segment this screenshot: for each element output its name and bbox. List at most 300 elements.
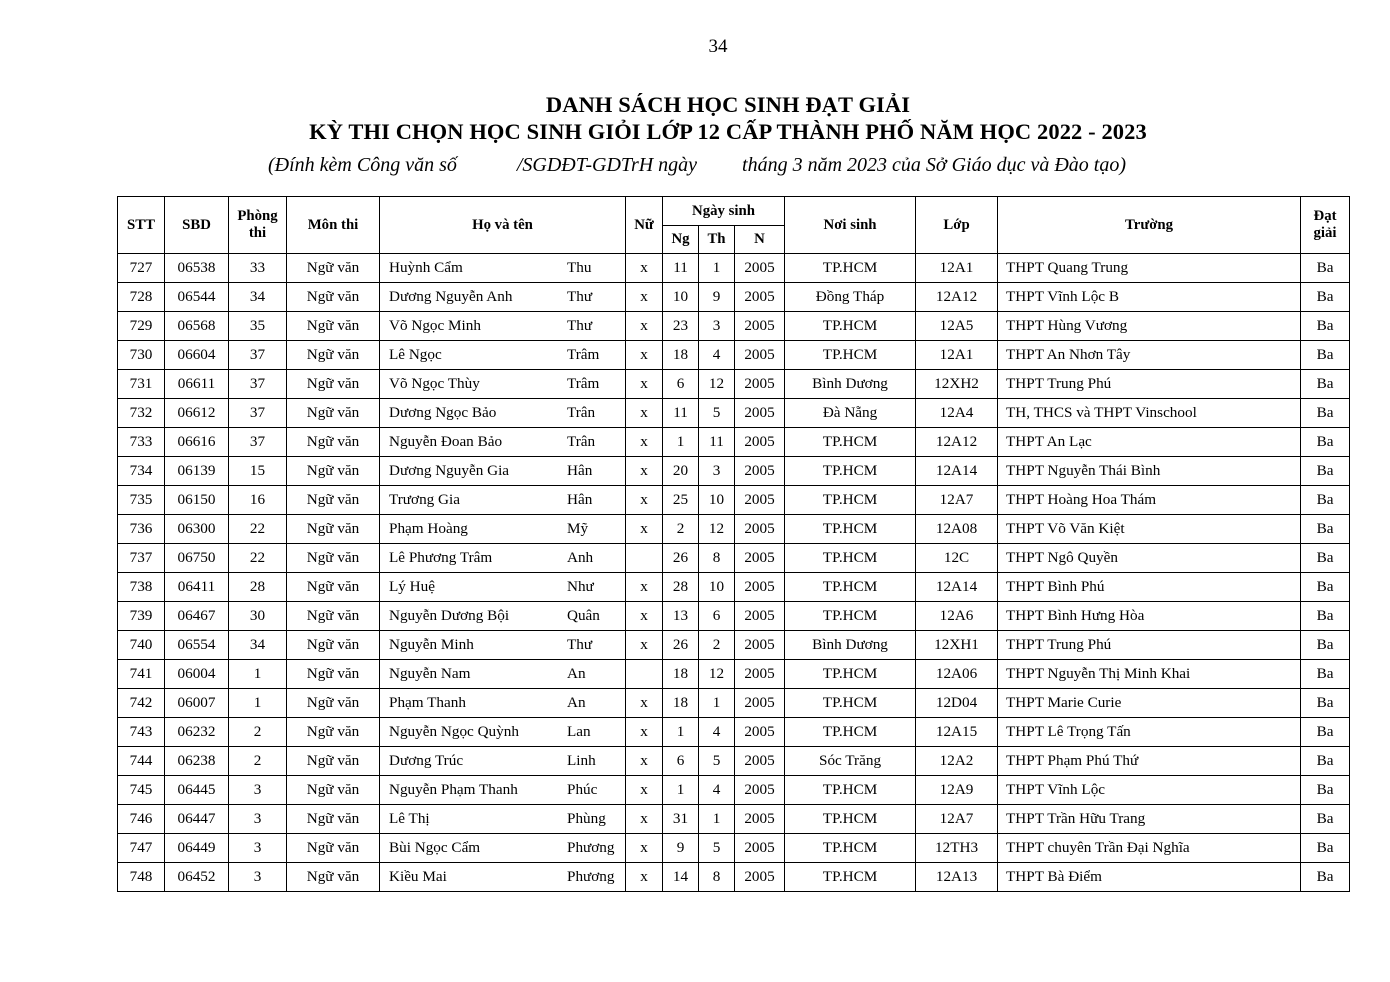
cell-nam: 2005 — [735, 457, 785, 486]
cell-lop: 12D04 — [916, 689, 998, 718]
cell-sbd: 06750 — [165, 544, 229, 573]
cell-stt: 739 — [118, 602, 165, 631]
table-row — [118, 834, 1350, 863]
cell-lop: 12A6 — [916, 602, 998, 631]
cell-phong-thi: 3 — [229, 834, 287, 863]
table-row — [118, 515, 1350, 544]
cell-ten: Lan — [567, 723, 591, 740]
cell-lop: 12A2 — [916, 747, 998, 776]
cell-nu: x — [626, 341, 663, 370]
cell-ngay: 14 — [663, 863, 699, 892]
cell-noi-sinh: TP.HCM — [785, 776, 916, 805]
cell-ho-ten — [380, 370, 626, 399]
cell-nu: x — [626, 428, 663, 457]
cell-nu: x — [626, 776, 663, 805]
cell-stt: 738 — [118, 573, 165, 602]
cell-dat-giai: Ba — [1301, 370, 1350, 399]
cell-phong-thi: 3 — [229, 776, 287, 805]
cell-ho: Nguyễn Minh — [389, 636, 474, 653]
cell-dat-giai: Ba — [1301, 544, 1350, 573]
document-title: DANH SÁCH HỌC SINH ĐẠT GIẢI — [545, 92, 911, 117]
cell-nu: x — [626, 370, 663, 399]
cell-sbd: 06445 — [165, 776, 229, 805]
cell-dat-giai: Ba — [1301, 573, 1350, 602]
cell-stt: 747 — [118, 834, 165, 863]
table-row — [118, 631, 1350, 660]
cell-thang: 2 — [699, 631, 735, 660]
cell-sbd: 06544 — [165, 283, 229, 312]
col-header-phong-thi — [229, 197, 287, 254]
cell-phong-thi: 35 — [229, 312, 287, 341]
cell-lop: 12A5 — [916, 312, 998, 341]
cell-lop: 12A14 — [916, 573, 998, 602]
cell-ho-ten — [380, 718, 626, 747]
cell-thang: 10 — [699, 573, 735, 602]
cell-thang: 4 — [699, 718, 735, 747]
cell-lop: 12A4 — [916, 399, 998, 428]
cell-thang: 5 — [699, 399, 735, 428]
table-row — [118, 428, 1350, 457]
cell-ho-ten — [380, 457, 626, 486]
table-row — [118, 312, 1350, 341]
cell-ten: An — [567, 694, 586, 711]
cell-ten: Thư — [567, 288, 593, 305]
cell-dat-giai: Ba — [1301, 718, 1350, 747]
cell-nu: x — [626, 254, 663, 283]
cell-truong: THPT Trung Phú — [998, 370, 1301, 399]
cell-mon-thi: Ngữ văn — [287, 515, 380, 544]
cell-phong-thi: 33 — [229, 254, 287, 283]
cell-mon-thi: Ngữ văn — [287, 747, 380, 776]
cell-phong-thi: 37 — [229, 399, 287, 428]
cell-ho-ten — [380, 254, 626, 283]
cell-ngay: 18 — [663, 341, 699, 370]
cell-truong: THPT An Lạc — [998, 428, 1301, 457]
table-row — [118, 863, 1350, 892]
cell-nam: 2005 — [735, 428, 785, 457]
cell-nam: 2005 — [735, 399, 785, 428]
table-row — [118, 805, 1350, 834]
cell-ten: An — [567, 665, 586, 682]
cell-ho: Phạm Hoàng — [389, 520, 468, 537]
cell-ho-ten — [380, 428, 626, 457]
cell-ten: Phúc — [567, 781, 598, 798]
cell-truong: THPT Vĩnh Lộc — [998, 776, 1301, 805]
cell-sbd: 06238 — [165, 747, 229, 776]
cell-noi-sinh: TP.HCM — [785, 312, 916, 341]
cell-stt: 728 — [118, 283, 165, 312]
cell-sbd: 06611 — [165, 370, 229, 399]
cell-sbd: 06467 — [165, 602, 229, 631]
table-row — [118, 283, 1350, 312]
cell-ten: Trâm — [567, 346, 600, 363]
cell-ho: Lý Huệ — [389, 578, 435, 595]
cell-dat-giai: Ba — [1301, 312, 1350, 341]
cell-lop: 12A7 — [916, 486, 998, 515]
cell-ho-ten — [380, 399, 626, 428]
cell-phong-thi: 37 — [229, 370, 287, 399]
cell-ngay: 11 — [663, 399, 699, 428]
cell-stt: 741 — [118, 660, 165, 689]
cell-dat-giai: Ba — [1301, 631, 1350, 660]
table-row — [118, 254, 1350, 283]
cell-phong-thi: 22 — [229, 544, 287, 573]
cell-mon-thi: Ngữ văn — [287, 341, 380, 370]
cell-lop: 12A1 — [916, 341, 998, 370]
col-header-dat-giai-line2: giải — [1313, 225, 1337, 241]
cell-phong-thi: 30 — [229, 602, 287, 631]
cell-phong-thi: 2 — [229, 718, 287, 747]
cell-dat-giai: Ba — [1301, 283, 1350, 312]
table-body — [118, 254, 1350, 892]
cell-thang: 12 — [699, 660, 735, 689]
cell-ngay: 23 — [663, 312, 699, 341]
cell-dat-giai: Ba — [1301, 776, 1350, 805]
cell-ho-ten — [380, 660, 626, 689]
cell-truong: THPT Vĩnh Lộc B — [998, 283, 1301, 312]
cell-dat-giai: Ba — [1301, 660, 1350, 689]
cell-ho: Dương Ngọc Bảo — [389, 404, 497, 421]
cell-stt: 748 — [118, 863, 165, 892]
col-header-ho-ten: Họ và tên — [380, 197, 626, 254]
cell-truong: THPT Bình Hưng Hòa — [998, 602, 1301, 631]
table-row — [118, 370, 1350, 399]
cell-nam: 2005 — [735, 370, 785, 399]
cell-ngay: 10 — [663, 283, 699, 312]
cell-sbd: 06612 — [165, 399, 229, 428]
cell-dat-giai: Ba — [1301, 689, 1350, 718]
cell-dat-giai: Ba — [1301, 254, 1350, 283]
cell-ho-ten — [380, 834, 626, 863]
table-header-row — [118, 197, 1350, 226]
col-header-noi-sinh: Nơi sinh — [785, 197, 916, 254]
cell-nu: x — [626, 486, 663, 515]
cell-stt: 734 — [118, 457, 165, 486]
cell-thang: 3 — [699, 312, 735, 341]
cell-noi-sinh: TP.HCM — [785, 718, 916, 747]
cell-phong-thi: 37 — [229, 428, 287, 457]
col-header-n: N — [735, 226, 785, 254]
cell-nam: 2005 — [735, 805, 785, 834]
table-row — [118, 544, 1350, 573]
attachment-note: (Đính kèm Công văn số /SGDĐT-GDTrH ngày tháng 3 năm 2023 của Sở Giáo dục và Đào tạo) — [268, 154, 1127, 176]
cell-nam: 2005 — [735, 631, 785, 660]
cell-sbd: 06538 — [165, 254, 229, 283]
cell-ten: Mỹ — [567, 520, 589, 537]
cell-phong-thi: 1 — [229, 689, 287, 718]
cell-stt: 733 — [118, 428, 165, 457]
cell-ngay: 31 — [663, 805, 699, 834]
cell-lop: 12A08 — [916, 515, 998, 544]
cell-noi-sinh: TP.HCM — [785, 486, 916, 515]
cell-ho: Võ Ngọc Thùy — [389, 375, 480, 392]
cell-phong-thi: 28 — [229, 573, 287, 602]
table-row — [118, 660, 1350, 689]
cell-noi-sinh: TP.HCM — [785, 689, 916, 718]
cell-ngay: 6 — [663, 747, 699, 776]
cell-nam: 2005 — [735, 341, 785, 370]
cell-nam: 2005 — [735, 573, 785, 602]
cell-ho: Bùi Ngọc Cẩm — [389, 839, 481, 856]
cell-noi-sinh: TP.HCM — [785, 457, 916, 486]
cell-ten: Trân — [567, 433, 596, 450]
cell-ten: Như — [567, 578, 594, 595]
cell-noi-sinh: TP.HCM — [785, 515, 916, 544]
cell-phong-thi: 15 — [229, 457, 287, 486]
cell-ho: Lê Phương Trâm — [389, 549, 493, 566]
cell-nam: 2005 — [735, 689, 785, 718]
col-header-sbd: SBD — [165, 197, 229, 254]
cell-thang: 10 — [699, 486, 735, 515]
cell-truong: THPT Trần Hữu Trang — [998, 805, 1301, 834]
cell-nam: 2005 — [735, 834, 785, 863]
cell-nu: x — [626, 834, 663, 863]
cell-thang: 5 — [699, 834, 735, 863]
cell-phong-thi: 34 — [229, 283, 287, 312]
cell-lop: 12XH1 — [916, 631, 998, 660]
cell-sbd: 06150 — [165, 486, 229, 515]
cell-ten: Phương — [567, 868, 615, 885]
cell-nam: 2005 — [735, 863, 785, 892]
cell-nu: x — [626, 747, 663, 776]
cell-phong-thi: 1 — [229, 660, 287, 689]
cell-truong: THPT An Nhơn Tây — [998, 341, 1301, 370]
cell-lop: 12A1 — [916, 254, 998, 283]
cell-mon-thi: Ngữ văn — [287, 312, 380, 341]
cell-ho: Nguyễn Nam — [389, 665, 471, 682]
cell-nu: x — [626, 631, 663, 660]
cell-mon-thi: Ngữ văn — [287, 776, 380, 805]
cell-phong-thi: 3 — [229, 805, 287, 834]
cell-lop: 12A06 — [916, 660, 998, 689]
cell-ho: Kiều Mai — [389, 868, 447, 885]
cell-ngay: 11 — [663, 254, 699, 283]
cell-truong: THPT Hoàng Hoa Thám — [998, 486, 1301, 515]
table-row — [118, 341, 1350, 370]
cell-noi-sinh: TP.HCM — [785, 602, 916, 631]
table-row — [118, 486, 1350, 515]
cell-nu: x — [626, 515, 663, 544]
cell-phong-thi: 16 — [229, 486, 287, 515]
cell-mon-thi: Ngữ văn — [287, 718, 380, 747]
cell-ho-ten — [380, 747, 626, 776]
cell-dat-giai: Ba — [1301, 399, 1350, 428]
cell-nu: x — [626, 312, 663, 341]
cell-ten: Trân — [567, 404, 596, 421]
cell-stt: 745 — [118, 776, 165, 805]
cell-phong-thi: 2 — [229, 747, 287, 776]
cell-ho: Huỳnh Cẩm — [389, 259, 463, 276]
cell-thang: 6 — [699, 602, 735, 631]
cell-nam: 2005 — [735, 515, 785, 544]
cell-ho: Lê Thị — [389, 810, 430, 827]
col-header-ngay-sinh: Ngày sinh — [663, 197, 785, 226]
cell-stt: 736 — [118, 515, 165, 544]
cell-nam: 2005 — [735, 283, 785, 312]
cell-truong: TH, THCS và THPT Vinschool — [998, 399, 1301, 428]
cell-truong: THPT Marie Curie — [998, 689, 1301, 718]
cell-ho: Dương Nguyễn Anh — [389, 288, 513, 305]
cell-ngay: 13 — [663, 602, 699, 631]
cell-ngay: 25 — [663, 486, 699, 515]
cell-nam: 2005 — [735, 718, 785, 747]
cell-noi-sinh: TP.HCM — [785, 341, 916, 370]
cell-thang: 9 — [699, 283, 735, 312]
cell-nu: x — [626, 283, 663, 312]
cell-lop: 12C — [916, 544, 998, 573]
cell-sbd: 06007 — [165, 689, 229, 718]
table-row — [118, 602, 1350, 631]
cell-ho-ten — [380, 544, 626, 573]
cell-ho-ten — [380, 283, 626, 312]
cell-mon-thi: Ngữ văn — [287, 660, 380, 689]
cell-ho: Dương Nguyễn Gia — [389, 462, 510, 479]
cell-dat-giai: Ba — [1301, 602, 1350, 631]
cell-ten: Trâm — [567, 375, 600, 392]
cell-thang: 12 — [699, 515, 735, 544]
cell-nam: 2005 — [735, 254, 785, 283]
cell-dat-giai: Ba — [1301, 863, 1350, 892]
cell-ngay: 1 — [663, 428, 699, 457]
col-header-nu: Nữ — [626, 197, 663, 254]
cell-nu: x — [626, 805, 663, 834]
cell-thang: 4 — [699, 776, 735, 805]
cell-noi-sinh: Bình Dương — [785, 370, 916, 399]
cell-mon-thi: Ngữ văn — [287, 399, 380, 428]
cell-dat-giai: Ba — [1301, 486, 1350, 515]
cell-ho-ten — [380, 486, 626, 515]
col-header-ng: Ng — [663, 226, 699, 254]
cell-nu: x — [626, 689, 663, 718]
cell-stt: 746 — [118, 805, 165, 834]
cell-ngay: 18 — [663, 660, 699, 689]
col-header-dat-giai — [1301, 197, 1350, 254]
cell-nam: 2005 — [735, 486, 785, 515]
col-header-dat-giai-line1: Đạt — [1313, 208, 1337, 224]
cell-noi-sinh: Đà Nẵng — [785, 399, 916, 428]
cell-ngay: 26 — [663, 631, 699, 660]
cell-mon-thi: Ngữ văn — [287, 428, 380, 457]
cell-dat-giai: Ba — [1301, 457, 1350, 486]
cell-noi-sinh: TP.HCM — [785, 428, 916, 457]
cell-noi-sinh: Sóc Trăng — [785, 747, 916, 776]
cell-ten: Hân — [567, 462, 593, 479]
cell-truong: THPT Lê Trọng Tấn — [998, 718, 1301, 747]
cell-ho-ten — [380, 863, 626, 892]
cell-ngay: 28 — [663, 573, 699, 602]
cell-ten: Thư — [567, 317, 593, 334]
cell-lop: 12A9 — [916, 776, 998, 805]
cell-nam: 2005 — [735, 544, 785, 573]
cell-mon-thi: Ngữ văn — [287, 370, 380, 399]
cell-truong: THPT Nguyễn Thái Bình — [998, 457, 1301, 486]
cell-mon-thi: Ngữ văn — [287, 689, 380, 718]
cell-ten: Hân — [567, 491, 593, 508]
cell-ho: Dương Trúc — [389, 752, 464, 769]
cell-phong-thi: 34 — [229, 631, 287, 660]
col-header-stt: STT — [118, 197, 165, 254]
cell-mon-thi: Ngữ văn — [287, 602, 380, 631]
cell-sbd: 06300 — [165, 515, 229, 544]
cell-thang: 8 — [699, 544, 735, 573]
col-header-th: Th — [699, 226, 735, 254]
cell-ho-ten — [380, 631, 626, 660]
cell-mon-thi: Ngữ văn — [287, 834, 380, 863]
cell-truong: THPT Hùng Vương — [998, 312, 1301, 341]
cell-truong: THPT Bà Điểm — [998, 863, 1301, 892]
col-header-mon-thi: Môn thi — [287, 197, 380, 254]
cell-sbd: 06139 — [165, 457, 229, 486]
cell-phong-thi: 22 — [229, 515, 287, 544]
cell-ho-ten — [380, 602, 626, 631]
cell-mon-thi: Ngữ văn — [287, 283, 380, 312]
cell-thang: 12 — [699, 370, 735, 399]
cell-thang: 4 — [699, 341, 735, 370]
cell-truong: THPT Phạm Phú Thứ — [998, 747, 1301, 776]
cell-nu: x — [626, 863, 663, 892]
cell-nam: 2005 — [735, 747, 785, 776]
cell-truong: THPT chuyên Trần Đại Nghĩa — [998, 834, 1301, 863]
col-header-phong-thi-line2: thi — [248, 225, 267, 241]
cell-dat-giai: Ba — [1301, 747, 1350, 776]
cell-truong: THPT Võ Văn Kiệt — [998, 515, 1301, 544]
cell-noi-sinh: TP.HCM — [785, 805, 916, 834]
cell-ngay: 20 — [663, 457, 699, 486]
cell-stt: 742 — [118, 689, 165, 718]
document-subtitle-title: KỲ THI CHỌN HỌC SINH GIỎI LỚP 12 CẤP THÀNH PHỐ NĂM HỌC 2022 - 2023 — [309, 119, 1147, 144]
cell-ten: Anh — [567, 549, 594, 566]
cell-ngay: 6 — [663, 370, 699, 399]
cell-thang: 1 — [699, 805, 735, 834]
cell-lop: 12A12 — [916, 283, 998, 312]
cell-noi-sinh: TP.HCM — [785, 660, 916, 689]
table-row — [118, 718, 1350, 747]
cell-nam: 2005 — [735, 776, 785, 805]
cell-sbd: 06411 — [165, 573, 229, 602]
cell-sbd: 06616 — [165, 428, 229, 457]
cell-ho-ten — [380, 689, 626, 718]
cell-stt: 730 — [118, 341, 165, 370]
cell-ho-ten — [380, 312, 626, 341]
cell-nu: x — [626, 602, 663, 631]
cell-noi-sinh: TP.HCM — [785, 863, 916, 892]
cell-nam: 2005 — [735, 312, 785, 341]
cell-sbd: 06452 — [165, 863, 229, 892]
col-header-truong: Trường — [998, 197, 1301, 254]
col-header-lop: Lớp — [916, 197, 998, 254]
cell-ten: Phùng — [567, 810, 606, 827]
cell-ho-ten — [380, 805, 626, 834]
cell-stt: 740 — [118, 631, 165, 660]
cell-ten: Linh — [567, 752, 596, 769]
cell-lop: 12A12 — [916, 428, 998, 457]
cell-ho-ten — [380, 776, 626, 805]
cell-stt: 737 — [118, 544, 165, 573]
cell-nu: x — [626, 718, 663, 747]
cell-dat-giai: Ba — [1301, 515, 1350, 544]
cell-lop: 12XH2 — [916, 370, 998, 399]
cell-noi-sinh: TP.HCM — [785, 573, 916, 602]
cell-sbd: 06447 — [165, 805, 229, 834]
col-header-phong-thi-line1: Phòng — [237, 208, 278, 224]
cell-stt: 743 — [118, 718, 165, 747]
cell-lop: 12A14 — [916, 457, 998, 486]
cell-nu — [626, 544, 663, 573]
cell-nu: x — [626, 399, 663, 428]
cell-thang: 1 — [699, 689, 735, 718]
cell-noi-sinh: TP.HCM — [785, 254, 916, 283]
cell-truong: THPT Trung Phú — [998, 631, 1301, 660]
